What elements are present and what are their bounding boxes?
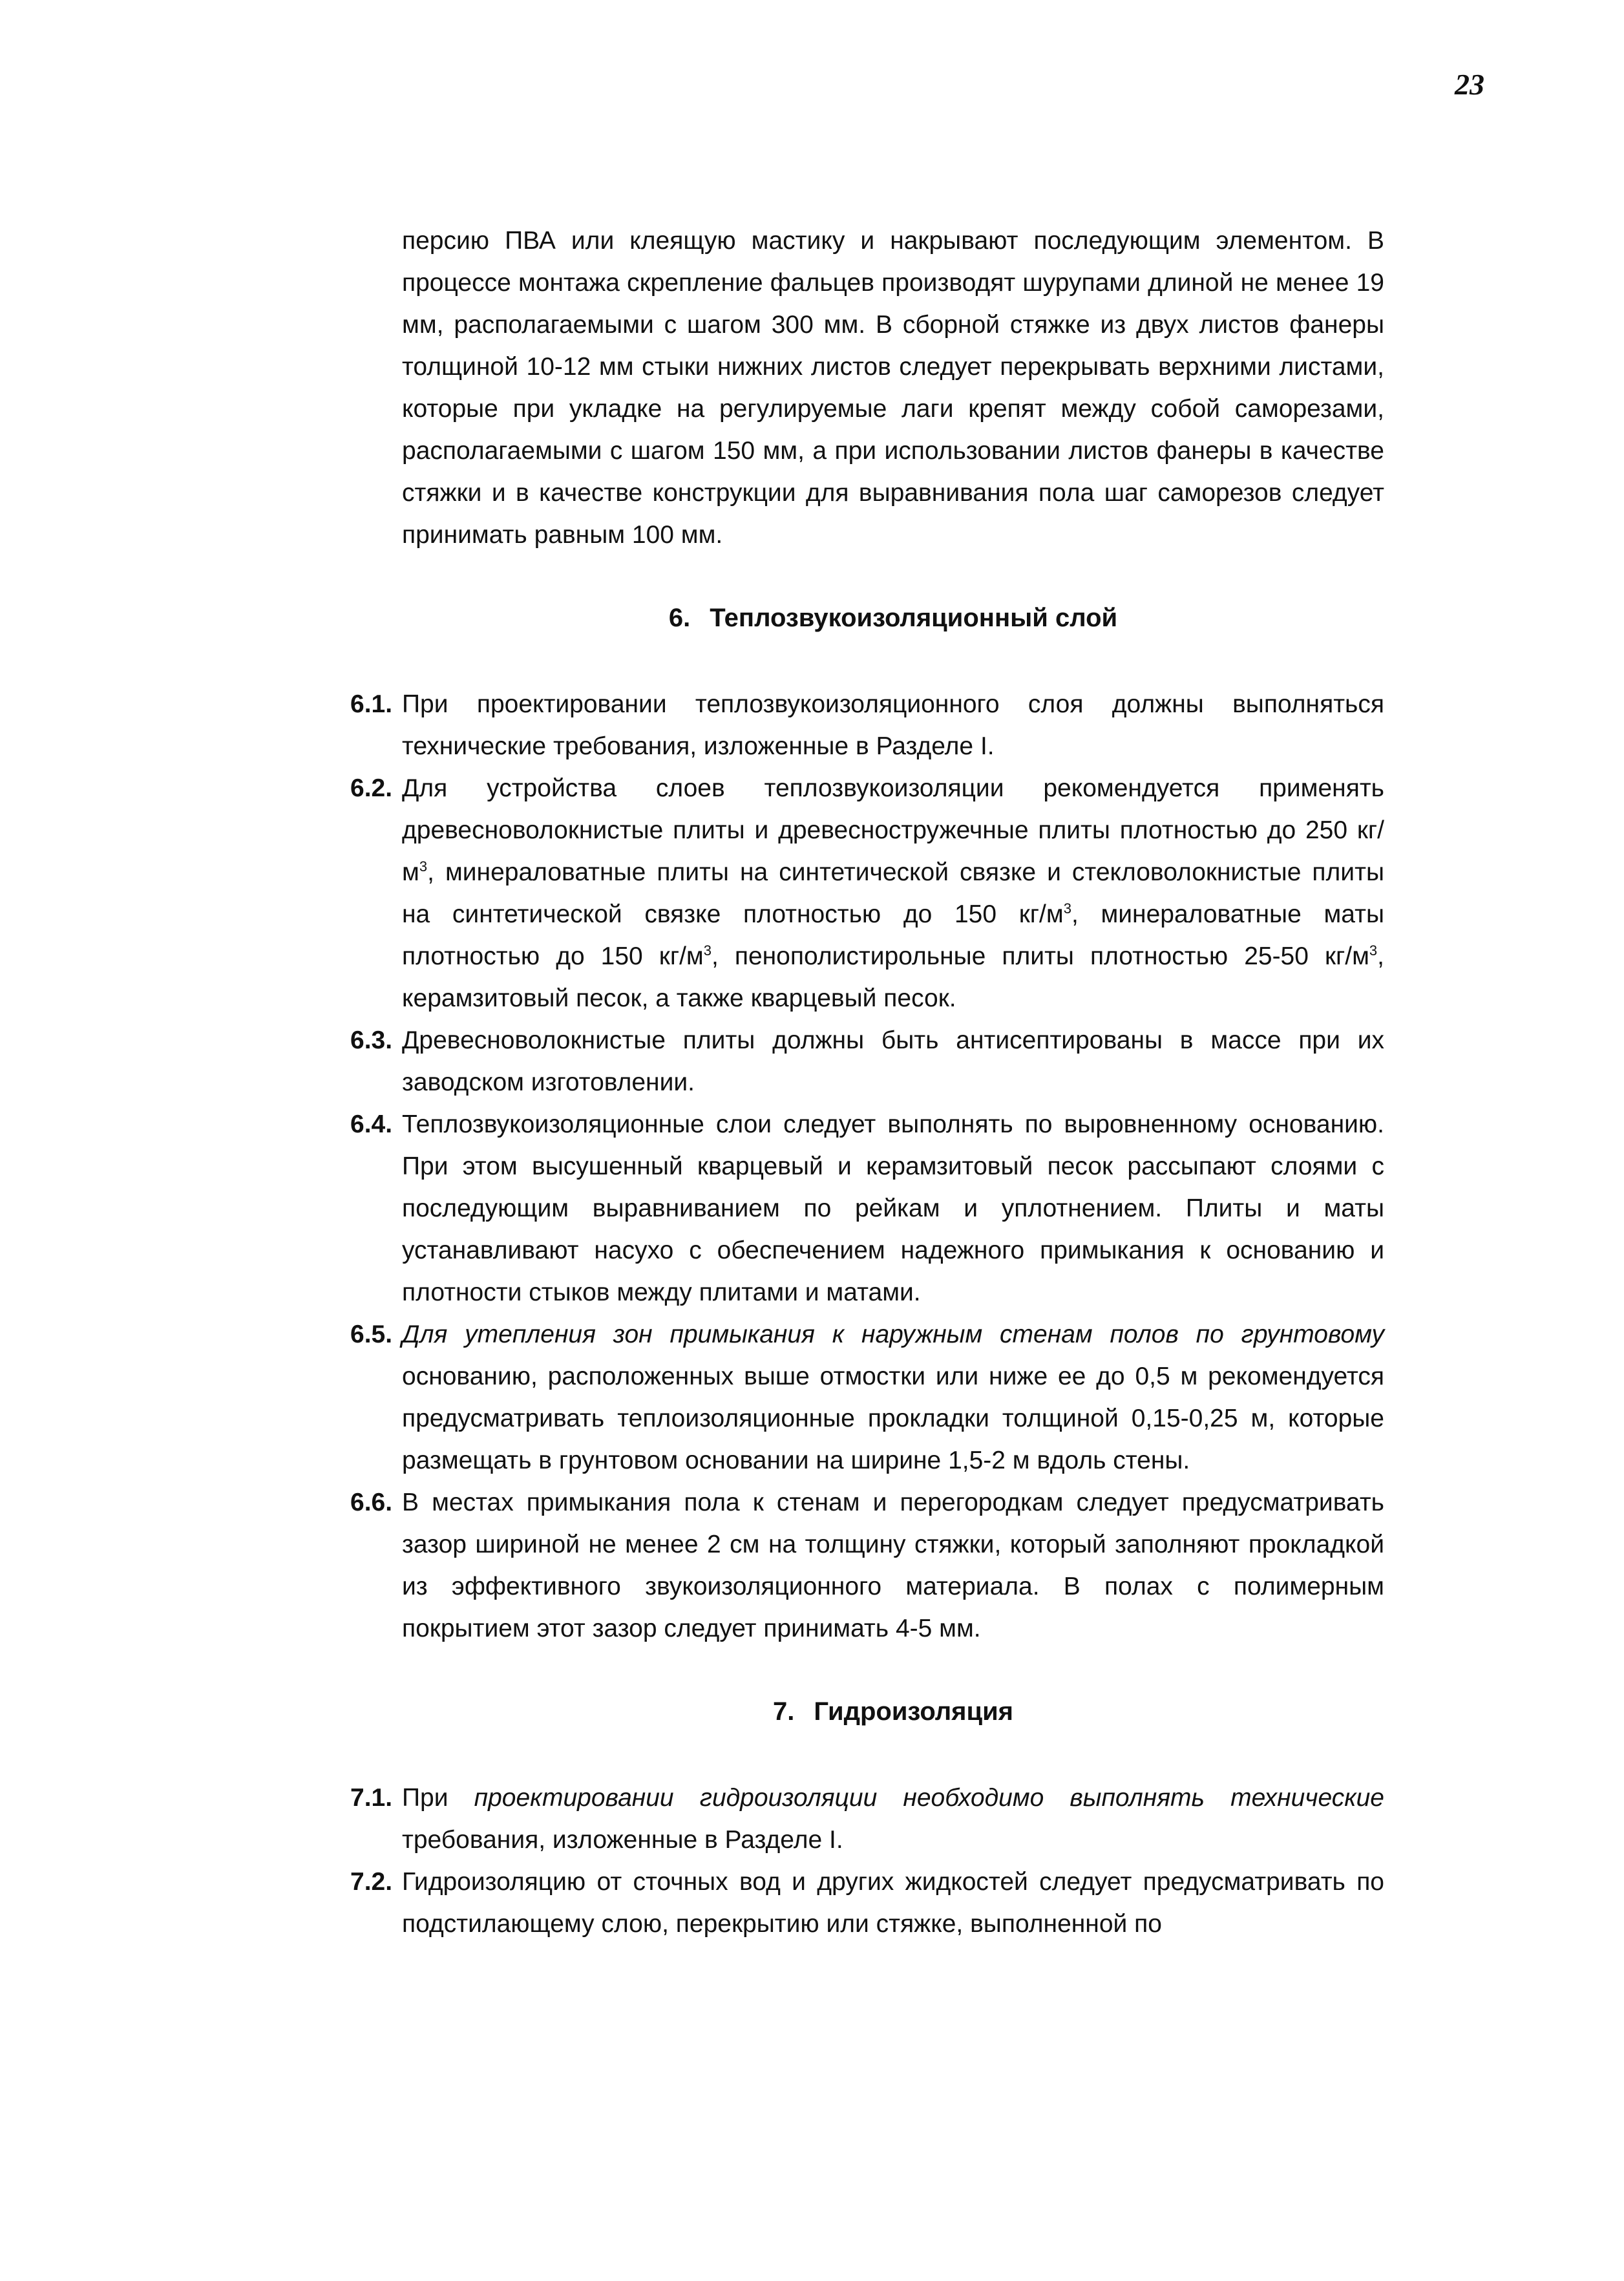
- superscript: 3: [703, 942, 712, 959]
- list-item-6-3: [350, 1019, 1384, 1103]
- item-text-italic: Для утепления зон примыкания к наружным стенам полов по грунтовому: [402, 1321, 1384, 1348]
- item-number: 6.4.: [350, 1110, 393, 1138]
- intro-paragraph: персию ПВА или клеящую мастику и накрывают последующим элементом. В процессе монтажа скрепление фальцев производят шурупами длиной не менее 19 мм, располагаемыми с шагом 300 мм. В сборной стяжке из двух листов фанеры толщиной 10-12 мм стыки нижних листов следует перекрывать верхними листами, которые при укладке на регулируемые лаги крепят между собой саморезами, располагаемыми с шагом 150 мм, а при использовании листов фанеры в качестве стяжки и в качестве конструкции для выравнивания пола шаг саморезов следует принимать равным 100 мм.: [402, 227, 1384, 549]
- item-text: [402, 767, 1384, 1019]
- item-text: Теплозвукоизоляционные слои следует выполнять по выровненному основанию. При этом высушенный кварцевый и керамзитовый песок рассыпают слоями с последующим выравниванием по рейкам и уплотнением. Плиты и маты устанавливают насухо с обеспечением надежного примыкания к основанию и плотности стыков между плитами и матами.: [402, 1110, 1384, 1306]
- item-number: 7.1.: [350, 1784, 393, 1812]
- superscript: 3: [1369, 942, 1378, 959]
- section-6-title: [402, 597, 1384, 639]
- item-text-part: основанию, расположенных выше отмостки или ниже ее до 0,5 м рекомендуется предусматривать теплоизоляционные прокладки толщиной 0,15-0,25 м, которые размещать в грунтовом основании на ширине 1,5-2 м вдоль стены.: [402, 1363, 1384, 1474]
- section-6-number: 6.: [668, 604, 691, 632]
- section-7-number: 7.: [772, 1697, 795, 1726]
- item-number: 7.2.: [350, 1868, 393, 1896]
- list-item-6-4: [350, 1103, 1384, 1313]
- item-text: Гидроизоляцию от сточных вод и других жидкостей следует предусматривать по подстилающему слою, перекрытию или стяжке, выполненной по: [402, 1868, 1384, 1938]
- item-text-part: Для устройства слоев теплозвукоизоляции рекомендуется применять древесноволокнистые плиты и древесностружечные плиты плотностью до 250 кг/м: [402, 774, 1384, 886]
- item-number: 6.6.: [350, 1489, 393, 1516]
- list-item-6-5: [350, 1313, 1384, 1481]
- item-text-part: , керамзитовый песок, а также кварцевый песок.: [402, 942, 1384, 1012]
- list-item-7-1: [350, 1777, 1384, 1861]
- item-text-part: , минераловатные плиты на синтетической связке и стекловолокнистые плиты на синтетической связке плотностью до 150 кг/м: [402, 858, 1384, 928]
- page-number: 23: [1455, 68, 1484, 101]
- item-text: При проектировании теплозвукоизоляционного слоя должны выполняться технические требования, изложенные в Разделе I.: [402, 690, 1384, 760]
- list-item-6-6: [350, 1481, 1384, 1650]
- item-text: В местах примыкания пола к стенам и перегородкам следует предусматривать зазор шириной не менее 2 см на толщину стяжки, который заполняют прокладкой из эффективного звукоизоляционного материала. В полах с полимерным покрытием этот зазор следует принимать 4-5 мм.: [402, 1489, 1384, 1642]
- list-item-6-1: [350, 683, 1384, 767]
- item-text: Древесноволокнистые плиты должны быть антисептированы в массе при их заводском изготовлении.: [402, 1026, 1384, 1096]
- item-text-part: требования, изложенные в Разделе I.: [402, 1826, 843, 1854]
- section-6-title-text: Теплозвукоизоляционный слой: [710, 604, 1118, 632]
- item-text-italic: проектировании гидроизоляции необходимо выполнять технические: [474, 1784, 1384, 1812]
- item-text: [402, 1313, 1384, 1481]
- section-7-title-text: Гидроизоляция: [814, 1697, 1014, 1726]
- superscript: 3: [1063, 900, 1071, 917]
- item-text-part: При: [402, 1784, 474, 1812]
- item-text-part: , минераловатные маты плотностью до 150 кг/м: [402, 900, 1384, 970]
- list-item-6-2: [350, 767, 1384, 1019]
- list-item-7-2: [350, 1861, 1384, 1945]
- item-number: 6.5.: [350, 1321, 393, 1348]
- item-number: 6.3.: [350, 1026, 393, 1054]
- document-body: [350, 220, 1384, 1945]
- item-number: 6.2.: [350, 774, 393, 802]
- item-text-part: , пенополистирольные плиты плотностью 25-50 кг/м: [711, 942, 1369, 970]
- item-text: [402, 1777, 1384, 1861]
- superscript: 3: [419, 858, 428, 875]
- item-number: 6.1.: [350, 690, 393, 718]
- section-7-title: [402, 1691, 1384, 1733]
